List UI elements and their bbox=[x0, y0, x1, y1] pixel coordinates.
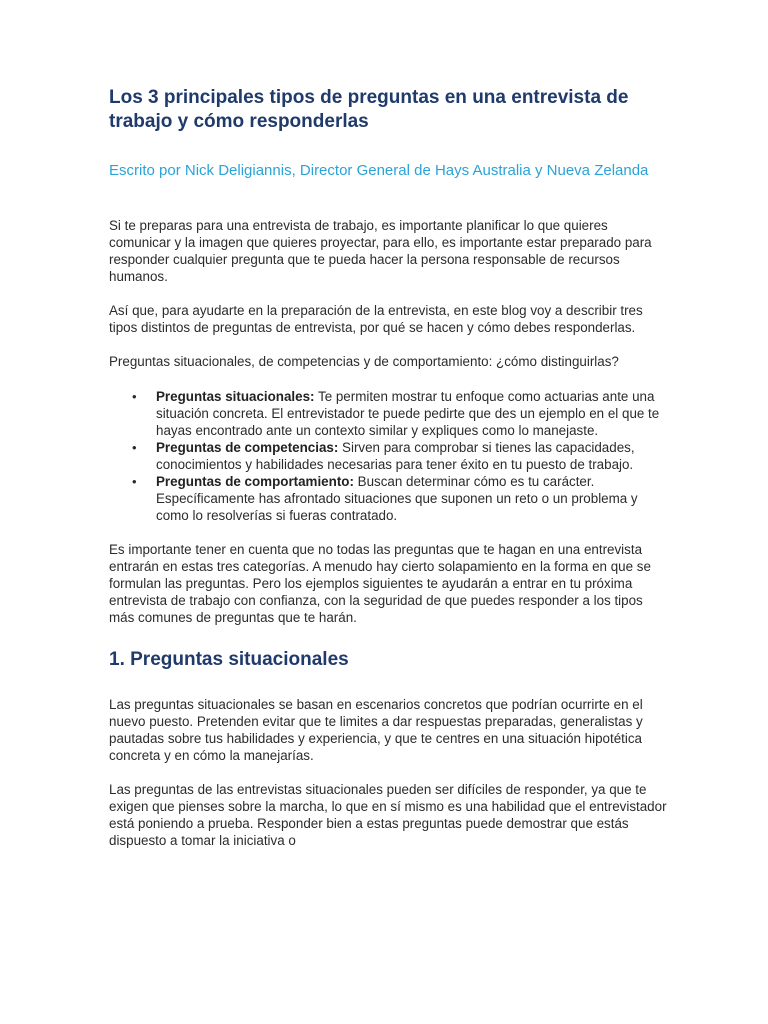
list-item bbox=[132, 439, 669, 473]
bullet-icon: • bbox=[132, 440, 137, 455]
intro-paragraph: Si te preparas para una entrevista de trabajo, es importante planificar lo que quieres comunicar y la imagen que quieres proyectar, para ello, es importante estar preparado para responder cualquier pregunta que te pueda hacer la persona responsable de recursos humanos. bbox=[109, 218, 652, 284]
bullet-icon: • bbox=[132, 474, 137, 489]
list-item-term: Preguntas de competencias: bbox=[156, 440, 339, 455]
section-paragraph: Las preguntas de las entrevistas situacionales pueden ser difíciles de responder, ya que te exigen que pienses sobre la marcha, lo que en sí mismo es una habilidad que el entrevistador está poniendo a prueba. Responder bien a estas preguntas puede demostrar que estás dispuesto a tomar la iniciativa o bbox=[109, 782, 667, 848]
list-item-text: Buscan determinar cómo es tu carácter. Específicamente has afrontado situaciones que suponen un reto o un problema y como lo resolverías si fueras contratado. bbox=[156, 474, 638, 523]
list-item-term: Preguntas de comportamiento: bbox=[156, 474, 354, 489]
list-item-term: Preguntas situacionales: bbox=[156, 389, 315, 404]
question-types-paragraph: Preguntas situacionales, de competencias y de comportamiento: ¿cómo distinguirlas? bbox=[109, 354, 619, 369]
article-byline: Escrito por Nick Deligiannis, Director General de Hays Australia y Nueva Zelanda bbox=[109, 162, 649, 179]
list-item-text: Sirven para comprobar si tienes las capacidades, conocimientos y habilidades necesarias para tener éxito en tu puesto de trabajo. bbox=[156, 440, 635, 472]
list-item bbox=[132, 388, 669, 439]
purpose-paragraph: Así que, para ayudarte en la preparación de la entrevista, en este blog voy a describir tres tipos distintos de preguntas de entrevista, por qué se hacen y cómo debes responderlas. bbox=[109, 303, 643, 335]
list-item bbox=[132, 473, 669, 524]
overlap-paragraph: Es importante tener en cuenta que no todas las preguntas que te hagan en una entrevista entrarán en estas tres categorías. A menudo hay cierto solapamiento en la forma en que se formulan las preguntas. Pero los ejemplos siguientes te ayudarán a entrar en tu próxima entrevista de trabajo con confianza, con la seguridad de que puedes responder a los tipos más comunes de preguntas que te harán. bbox=[109, 542, 651, 625]
document-page bbox=[109, 86, 669, 849]
list-item-text: Te permiten mostrar tu enfoque como actuarias ante una situación concreta. El entrevistador te puede pedirte que des un ejemplo en el que te hayas encontrado ante un contexto similar y expliques como lo manejaste. bbox=[156, 389, 660, 438]
section-heading: 1. Preguntas situacionales bbox=[109, 649, 349, 670]
article-title: Los 3 principales tipos de preguntas en una entrevista de trabajo y cómo responderlas bbox=[109, 87, 629, 132]
bullet-icon: • bbox=[132, 389, 137, 404]
question-types-list bbox=[109, 388, 669, 524]
section-paragraph: Las preguntas situacionales se basan en escenarios concretos que podrían ocurrirte en el nuevo puesto. Pretenden evitar que te limites a dar respuestas preparadas, generalistas y pautadas sobre tus habilidades y experiencia, y que te centres en una situación hipotética concreta y en cómo la manejarías. bbox=[109, 697, 643, 763]
